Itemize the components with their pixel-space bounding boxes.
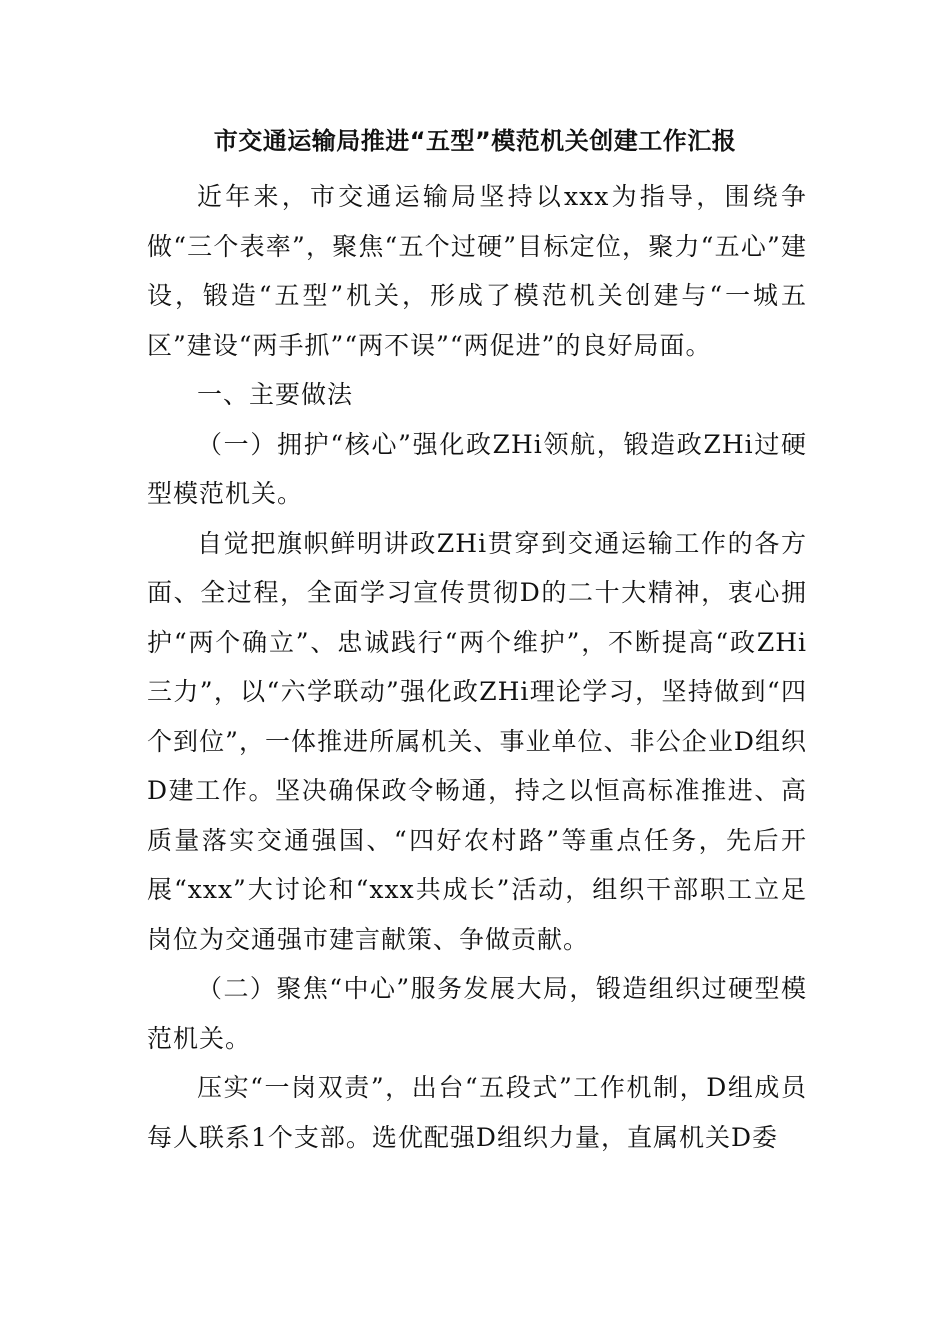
subsection-heading-2: （二）聚焦“中心”服务发展大局，锻造组织过硬型模范机关。 bbox=[147, 974, 807, 1053]
paragraph-1: 自觉把旗帜鲜明讲政ZHi贯穿到交通运输工作的各方面、全过程，全面学习宣传贯彻D的二十大精神，衷心拥护“两个确立”、忠诚践行“两个维护”，不断提高“政ZHi三力”，以“六学联动”强化政ZHi理论学习，坚持做到“四个到位”，一体推进所属机关、事业单位、非公企业D组织D建工作。坚决确保政令畅通，持之以恒高标准推进、高质量落实交通强国、“四好农村路”等重点任务，先后开展“xxx”大讨论和“xxx共成长”活动，组织干部职工立足岗位为交通强市建言献策、争做贡献。 bbox=[147, 528, 807, 954]
paragraph-2: 压实“一岗双责”，出台“五段式”工作机制，D组成员每人联系1个支部。选优配强D组织力量，直属机关D委 bbox=[147, 1073, 807, 1152]
section-heading-main-practices: 一、主要做法 bbox=[197, 380, 354, 409]
paragraph-intro: 近年来，市交通运输局坚持以xxx为指导，围绕争做“三个表率”，聚焦“五个过硬”目标定位，聚力“五心”建设，锻造“五型”机关，形成了模范机关创建与“一城五区”建设“两手抓”“两不误”“两促进”的良好局面。 bbox=[147, 182, 807, 360]
subsection-heading-1: （一）拥护“核心”强化政ZHi领航，锻造政ZHi过硬型模范机关。 bbox=[147, 429, 807, 508]
document-title: 市交通运输局推进“五型”模范机关创建工作汇报 bbox=[213, 127, 737, 155]
document-body bbox=[147, 172, 807, 1162]
